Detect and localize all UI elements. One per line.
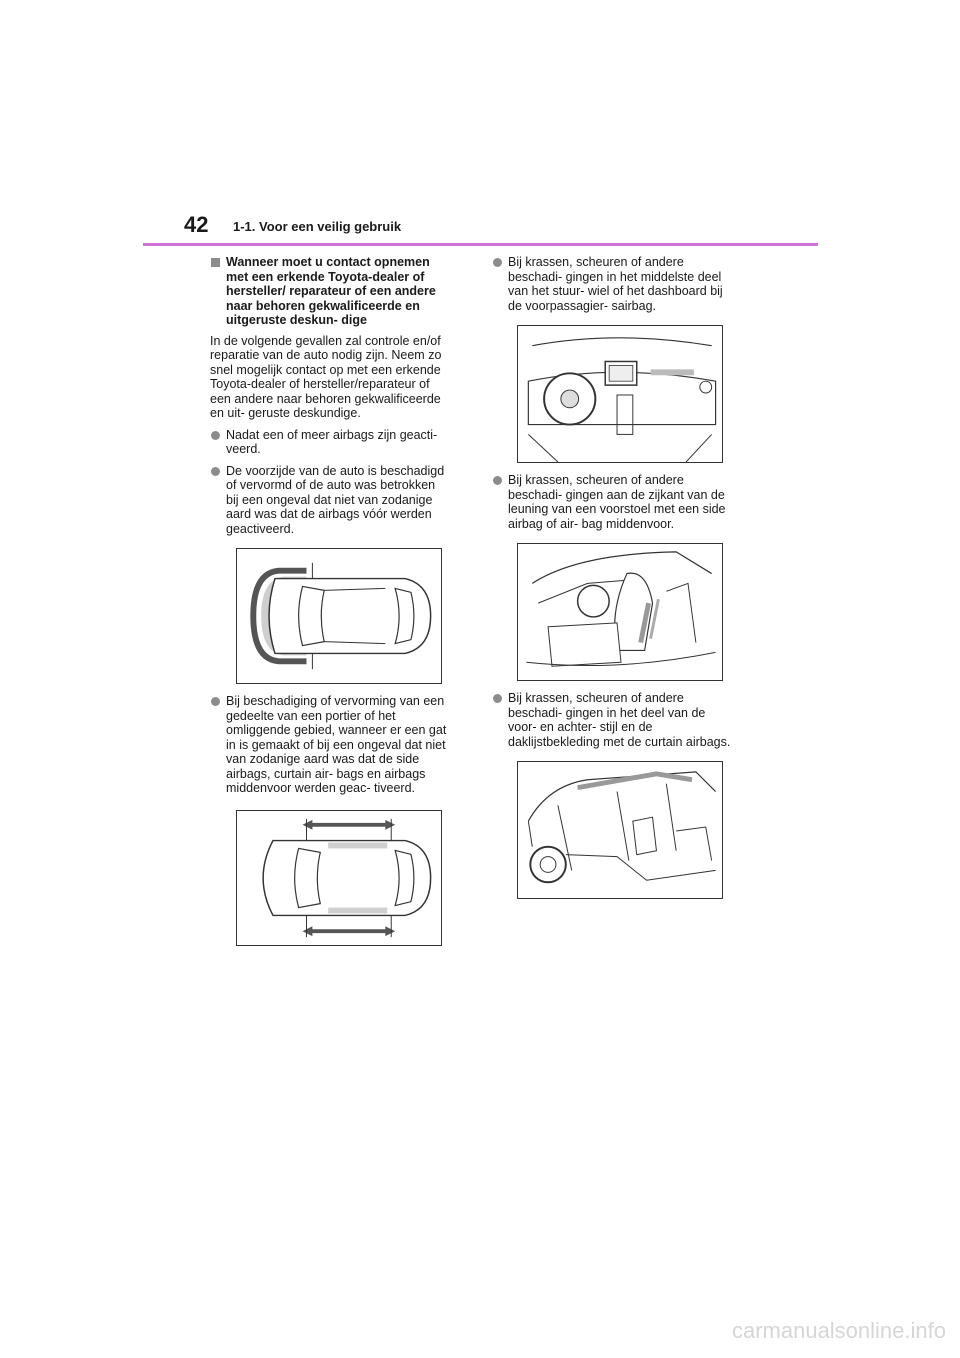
list-item-text: Bij krassen, scheuren of andere beschadi- gingen in het middelste deel van het stuur- wiel of het dashboard bij de voorpassagier- sairbag. (508, 255, 723, 313)
left-column (210, 255, 450, 956)
square-bullet-icon (211, 258, 220, 267)
list-item (492, 691, 732, 749)
list-item (210, 694, 450, 796)
watermark: carmanualsonline.info (731, 1318, 946, 1343)
list-item-text: Bij krassen, scheuren of andere beschadi- gingen aan de zijkant van de leuning van een voorstoel met een side airbag of air- bag middenvoor. (508, 473, 726, 531)
circle-bullet-icon (211, 431, 220, 440)
circle-bullet-icon (493, 694, 502, 703)
front-seat-side-airbag-illustration (518, 544, 722, 680)
dashboard-steering-wheel-illustration (518, 326, 722, 462)
figure-front-seat (517, 543, 723, 681)
circle-bullet-icon (493, 258, 502, 267)
list-item-text: Bij krassen, scheuren of andere beschadi- gingen in het deel van de voor- en achter- stijl en de daklijstbekleding met de curtain airbags. (508, 691, 731, 749)
circle-bullet-icon (493, 476, 502, 485)
figure-dashboard (517, 325, 723, 463)
list-item-text: Bij beschadiging of vervorming van een gedeelte van een portier of het omliggende gebied, wanneer er een gat in is gemaakt of bij een ongeval dat niet van zodanige aard was dat de side airbags, curtain air- bags en airbags middenvoor werden geac- tiveerd. (226, 694, 447, 795)
circle-bullet-icon (211, 467, 220, 476)
figure-curtain-airbags (517, 761, 723, 899)
figure-car-side-damage (236, 810, 442, 946)
right-column (492, 255, 732, 909)
section-heading-text: Wanneer moet u contact opnemen met een erkende Toyota-dealer of hersteller/ reparateur of een andere naar behoren gekwalificeerde en uitgeruste deskun- dige (226, 255, 436, 327)
list-item-text: De voorzijde van de auto is beschadigd of vervormd of de auto was betrokken bij een ongeval dat niet van zodanige aard was dat de airbags vóór werden geactiveerd. (226, 463, 445, 536)
circle-bullet-icon (211, 697, 220, 706)
figure-car-front-damage (236, 548, 442, 684)
intro-paragraph: In de volgende gevallen zal controle en/of reparatie van de auto nodig zijn. Neem zo snel mogelijk contact op met een erkende Toyota-dealer of hersteller/reparateur of een andere naar behoren gekwalificeerde en uit- geruste deskundige. (210, 333, 442, 420)
list-item (210, 428, 450, 457)
page-number: 42 (184, 212, 209, 237)
car-top-view-side-illustration (237, 811, 441, 945)
list-item-text: Nadat een of meer airbags zijn geacti- veerd. (226, 427, 438, 456)
car-top-view-front-illustration (237, 549, 441, 683)
section-title: 1-1. Voor een veilig gebruik (233, 219, 402, 234)
pillar-roof-curtain-airbag-illustration (518, 762, 722, 898)
list-item (492, 473, 732, 531)
section-heading (210, 255, 450, 328)
list-item (210, 464, 450, 537)
header-rule (143, 243, 818, 246)
list-item (492, 255, 732, 313)
